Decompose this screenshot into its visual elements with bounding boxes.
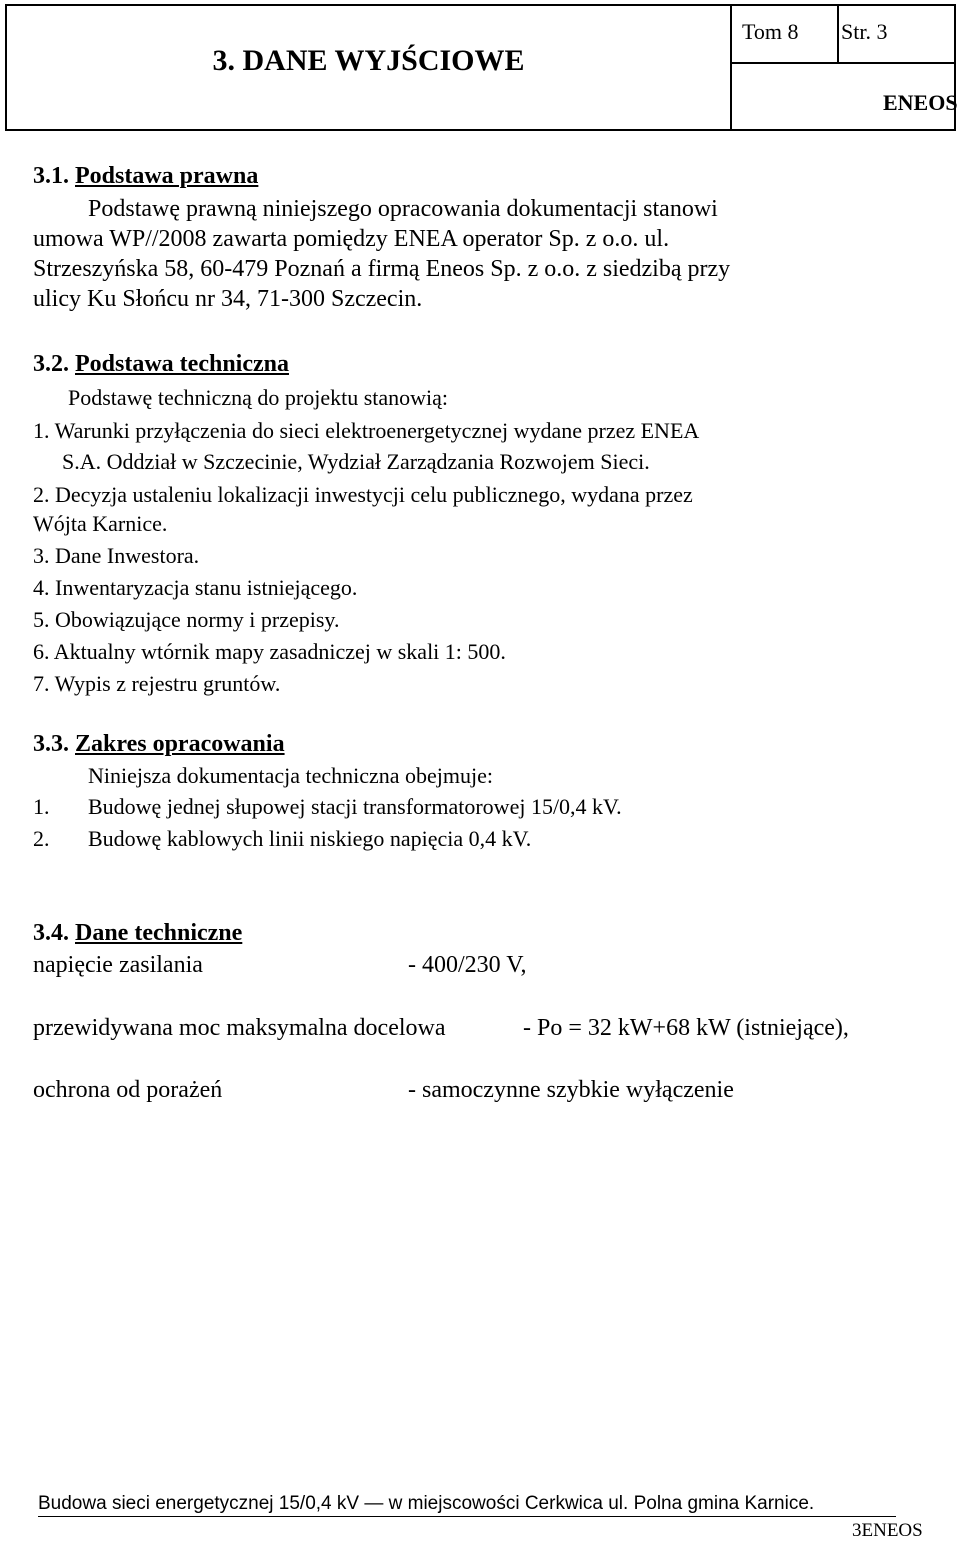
legal-basis-line-4: ulicy Ku Słońcu nr 34, 71-300 Szczecin. [33, 286, 423, 312]
technical-basis-line: 1. Warunki przyłączenia do sieci elektroenergetycznej wydane przez ENEA [33, 418, 700, 443]
footer-text: Budowa sieci energetycznej 15/0,4 kV — w miejscowości Cerkwica ul. Polna gmina Karnice. [38, 1493, 815, 1514]
section-title: Dane techniczne [75, 920, 243, 946]
section-3-4-heading [33, 920, 242, 947]
section-title: Podstawa techniczna [75, 351, 289, 377]
company-name: ENEOS [883, 90, 958, 115]
legal-basis-line-3: Strzeszyńska 58, 60-479 Poznań a firmą Eneos Sp. z o.o. z siedzibą przy [33, 256, 731, 282]
spec-label-protection: ochrona od porażeń [33, 1077, 223, 1103]
legal-basis-line-1: Podstawę prawną niniejszego opracowania dokumentacji stanowi [88, 196, 718, 222]
spec-value-voltage: - 400/230 V, [408, 952, 527, 978]
spec-value-power: - Po = 32 kW+68 kW (istniejące), [523, 1015, 849, 1041]
scope-item-text: Budowę kablowych linii niskiego napięcia 0,4 kV. [88, 826, 532, 851]
technical-basis-line: 4. Inwentaryzacja stanu istniejącego. [33, 575, 358, 600]
header-box [5, 4, 956, 131]
section-title: Podstawa prawna [75, 163, 259, 189]
spec-value-protection: - samoczynne szybkie wyłączenie [408, 1077, 734, 1103]
section-3-3-heading [33, 731, 285, 758]
volume-label: Tom 8 [742, 19, 799, 44]
technical-basis-line: 6. Aktualny wtórnik mapy zasadniczej w skali 1: 500. [33, 639, 506, 664]
technical-basis-intro: Podstawę techniczną do projektu stanowią: [68, 385, 449, 410]
spec-label-power: przewidywana moc maksymalna docelowa [33, 1015, 446, 1041]
section-title: Zakres opracowania [75, 731, 285, 757]
legal-basis-line-2: umowa WP//2008 zawarta pomiędzy ENEA operator Sp. z o.o. ul. [33, 226, 670, 252]
technical-basis-line: Wójta Karnice. [33, 511, 168, 536]
scope-item-text: Budowę jednej słupowej stacji transformatorowej 15/0,4 kV. [88, 794, 622, 819]
scope-item-number: 1. [33, 794, 50, 819]
section-3-1-heading [33, 163, 258, 190]
page-label: Str. 3 [841, 19, 888, 44]
header-divider-horizontal [730, 62, 954, 64]
section-3-2-heading [33, 351, 289, 378]
technical-basis-line: 7. Wypis z rejestru gruntów. [33, 671, 281, 696]
scope-intro: Niniejsza dokumentacja techniczna obejmuje: [88, 763, 494, 788]
scope-item-number: 2. [33, 826, 50, 851]
header-divider-small [837, 6, 839, 62]
header-divider-vertical [730, 6, 732, 129]
section-number: 3.4. [33, 920, 69, 946]
technical-basis-line: 2. Decyzja ustaleniu lokalizacji inwestycji celu publicznego, wydana przez [33, 482, 693, 507]
technical-basis-line: 5. Obowiązujące normy i przepisy. [33, 607, 340, 632]
technical-basis-line: S.A. Oddział w Szczecinie, Wydział Zarządzania Rozwojem Sieci. [62, 449, 650, 474]
document-title: 3. DANE WYJŚCIOWE [212, 44, 525, 77]
footer-page-id: 3ENEOS [852, 1520, 923, 1541]
section-number: 3.2. [33, 351, 69, 377]
section-number: 3.1. [33, 163, 69, 189]
technical-basis-line: 3. Dane Inwestora. [33, 543, 200, 568]
section-number: 3.3. [33, 731, 69, 757]
footer-divider [38, 1516, 896, 1517]
spec-label-voltage: napięcie zasilania [33, 952, 203, 978]
